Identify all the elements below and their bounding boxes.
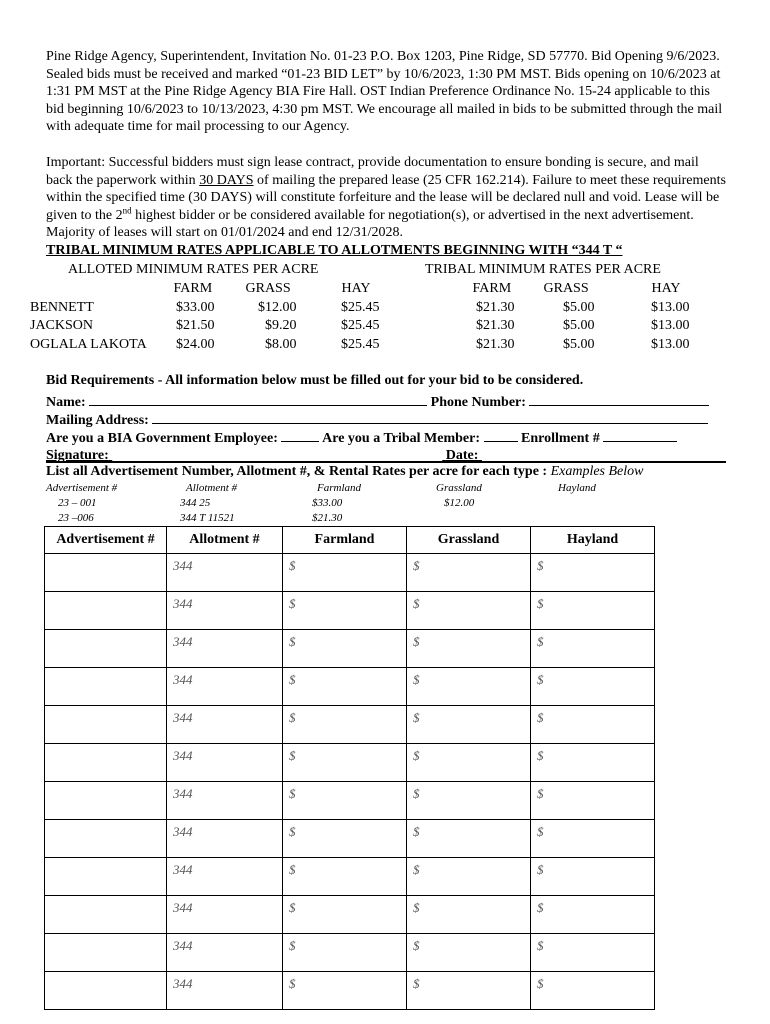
grassland-cell[interactable]: $ [407,630,531,668]
farmland-cell[interactable]: $ [283,744,407,782]
rates-cell: $5.00 [563,318,595,333]
name-phone-row [46,391,709,411]
advertisement-cell[interactable] [45,782,167,820]
list-title-text: List all Advertisement Number, Allotment #, & Rental Rates per acre for each type : [46,464,551,479]
allotment-cell[interactable]: 344 [167,972,283,1010]
rates-row-label: JACKSON [30,318,94,333]
important-text-c: highest bidder or be considered available for negotiation(s), or advertised in the next advertisement. Majority of leases will start on 01/01/2024 and end 12/31/2028. [46,207,694,240]
grassland-cell[interactable]: $ [407,592,531,630]
rates-cell: $21.30 [476,318,515,333]
minimum-rates-table [0,281,770,355]
bid-table-header: Advertisement # [45,527,167,554]
rates-cell: $21.30 [476,337,515,352]
rates-cell: $13.00 [651,337,690,352]
rates-cell: $13.00 [651,300,690,315]
bid-table-header: Allotment # [167,527,283,554]
allotment-cell[interactable]: 344 [167,858,283,896]
rates-col-header: FARM [173,281,213,296]
farmland-cell[interactable]: $ [283,820,407,858]
date-field[interactable] [482,445,606,459]
advertisement-cell[interactable] [45,630,167,668]
farmland-cell[interactable]: $ [283,668,407,706]
important-text-a: Important: Successful bidders must sign lease contract, provide documentation to ensure bonding is secure, and mail back the paperwork within [46,155,699,188]
important-paragraph [46,154,726,242]
list-instructions [46,464,644,480]
advertisement-cell[interactable] [45,972,167,1010]
example-cell: $21.30 [312,512,343,524]
bia-employee-field[interactable] [281,427,319,442]
farmland-cell[interactable]: $ [283,706,407,744]
bid-table-row [45,592,655,630]
bid-table-row [45,858,655,896]
alloted-rates-label: ALLOTED MINIMUM RATES PER ACRE [68,262,319,277]
phone-label: Phone Number: [430,395,526,410]
advertisement-cell[interactable] [45,934,167,972]
example-header: Farmland [317,482,361,494]
hayland-cell[interactable]: $ [531,896,655,934]
advertisement-cell[interactable] [45,820,167,858]
rates-col-header: HAY [341,281,371,296]
name-field[interactable] [89,391,427,406]
allotment-cell[interactable]: 344 [167,744,283,782]
allotment-cell[interactable]: 344 [167,934,283,972]
bid-table-header: Farmland [283,527,407,554]
rates-cell: $21.50 [176,318,215,333]
allotment-cell[interactable]: 344 [167,592,283,630]
advertisement-cell[interactable] [45,554,167,592]
grassland-cell[interactable]: $ [407,782,531,820]
rates-cell: $25.45 [341,300,380,315]
hayland-cell[interactable]: $ [531,668,655,706]
hayland-cell[interactable]: $ [531,972,655,1010]
hayland-cell[interactable]: $ [531,554,655,592]
farmland-cell[interactable]: $ [283,782,407,820]
bid-table-row [45,554,655,592]
grassland-cell[interactable]: $ [407,896,531,934]
enrollment-field[interactable] [603,427,677,442]
rates-cell: $12.00 [258,300,297,315]
grassland-cell[interactable]: $ [407,820,531,858]
hayland-cell[interactable]: $ [531,630,655,668]
rates-cell: $5.00 [563,337,595,352]
rates-cell: $25.45 [341,337,380,352]
rates-col-header: FARM [472,281,512,296]
tribal-rates-label: TRIBAL MINIMUM RATES PER ACRE [425,262,661,277]
allotment-cell[interactable]: 344 [167,668,283,706]
advertisement-cell[interactable] [45,896,167,934]
bid-table-row [45,934,655,972]
rates-col-header: GRASS [543,281,589,296]
thirty-days-underlined: 30 DAYS [199,172,254,188]
bid-requirements-title: Bid Requirements - All information below must be filled out for your bid to be considered. [46,373,584,388]
rates-cell: $5.00 [563,300,595,315]
bid-table-row [45,782,655,820]
phone-field[interactable] [529,391,709,406]
rates-cell: $8.00 [265,337,297,352]
example-header: Allotment # [186,482,238,494]
rates-cell: $21.30 [476,300,515,315]
important-text-b: of mailing the prepared lease (25 CFR 162.214). Failure to meet these requirements within the specified time (30 DAYS) will constitute forfeiture and the lease will be declared null and void. Lease will be given to the 2 [46,172,726,223]
farmland-cell[interactable]: $ [283,896,407,934]
grassland-cell[interactable]: $ [407,972,531,1010]
rates-cell: $33.00 [176,300,215,315]
enrollment-label: Enrollment # [521,431,600,446]
bid-table-row [45,630,655,668]
bid-table-header: Hayland [531,527,655,554]
example-header: Grassland [436,482,482,494]
hayland-cell[interactable]: $ [531,820,655,858]
advertisement-cell[interactable] [45,706,167,744]
allotment-cell[interactable]: 344 [167,782,283,820]
farmland-cell[interactable]: $ [283,858,407,896]
advertisement-cell[interactable] [45,668,167,706]
grassland-cell[interactable]: $ [407,668,531,706]
rates-cell: $25.45 [341,318,380,333]
bia-employee-label: Are you a BIA Government Employee: [46,431,278,446]
rates-cell: $13.00 [651,318,690,333]
hayland-cell[interactable]: $ [531,934,655,972]
name-label: Name: [46,395,86,410]
rates-heading: TRIBAL MINIMUM RATES APPLICABLE TO ALLOTMENTS BEGINNING WITH “344 T “ [46,243,623,258]
example-header: Advertisement # [46,482,118,494]
example-cell: 23 –006 [58,512,94,524]
bid-table-row [45,972,655,1010]
grassland-cell[interactable]: $ [407,706,531,744]
rates-row-label: OGLALA LAKOTA [30,337,147,352]
tribal-member-field[interactable] [484,427,518,442]
allotment-cell[interactable]: 344 [167,706,283,744]
advertisement-cell[interactable] [45,592,167,630]
rates-cell: $24.00 [176,337,215,352]
bid-table-row [45,706,655,744]
grassland-cell[interactable]: $ [407,744,531,782]
advertisement-cell[interactable] [45,744,167,782]
intro-paragraph: Pine Ridge Agency, Superintendent, Invitation No. 01-23 P.O. Box 1203, Pine Ridge, SD 57770. Bid Opening 9/6/2023. Sealed bids must be received and marked “01-23 BID LET” by 10/6/2023, 1:30 PM MST. Bids opening on 10/6/2023 at 1:31 PM MST at the Pine Ridge Agency BIA Fire Hall. OST Indian Preference Ordinance No. 15-24 applicable to this bid beginning 10/6/2023 to 10/13/2023, 4:30 pm MST. We encourage all mailed in bids to be submitted through the mail with adequate time for mail processing to our Agency. [46,49,723,134]
farmland-cell[interactable]: $ [283,554,407,592]
signature-field[interactable] [112,445,442,459]
grassland-cell[interactable]: $ [407,554,531,592]
rates-cell: $9.20 [265,318,297,333]
rates-col-header: HAY [651,281,681,296]
example-cell: 344 T 11521 [180,512,235,524]
hayland-cell[interactable]: $ [531,858,655,896]
list-title-examples: Examples Below [550,464,644,479]
mailing-row [46,409,708,429]
section-divider [46,461,726,463]
farmland-cell[interactable]: $ [283,630,407,668]
date-label: Date: [445,448,479,463]
hayland-cell[interactable]: $ [531,782,655,820]
allotment-cell[interactable]: 344 [167,630,283,668]
bid-entry-table [44,526,655,1010]
hayland-cell[interactable]: $ [531,592,655,630]
advertisement-cell[interactable] [45,858,167,896]
farmland-cell[interactable]: $ [283,972,407,1010]
allotment-cell[interactable]: 344 [167,554,283,592]
farmland-cell[interactable]: $ [283,592,407,630]
mailing-address-field[interactable] [152,409,708,424]
bid-table-row [45,820,655,858]
farmland-cell[interactable]: $ [283,934,407,972]
bid-table-row [45,668,655,706]
membership-row [46,427,677,447]
example-cell: $12.00 [444,497,475,509]
bid-table-header: Grassland [407,527,531,554]
ordinal-superscript: nd [122,204,132,215]
example-header: Hayland [558,482,596,494]
bid-table-row [45,744,655,782]
rates-row-label: BENNETT [30,300,94,315]
example-cell: 23 – 001 [58,497,97,509]
tribal-member-label: Are you a Tribal Member: [322,431,480,446]
grassland-cell[interactable]: $ [407,934,531,972]
allotment-cell[interactable]: 344 [167,896,283,934]
mailing-address-label: Mailing Address: [46,413,149,428]
example-cell: $33.00 [312,497,343,509]
allotment-cell[interactable]: 344 [167,820,283,858]
grassland-cell[interactable]: $ [407,858,531,896]
hayland-cell[interactable]: $ [531,744,655,782]
signature-label: Signature: [46,448,109,463]
example-cell: 344 25 [180,497,211,509]
hayland-cell[interactable]: $ [531,706,655,744]
bid-table-row [45,896,655,934]
rates-col-header: GRASS [245,281,291,296]
